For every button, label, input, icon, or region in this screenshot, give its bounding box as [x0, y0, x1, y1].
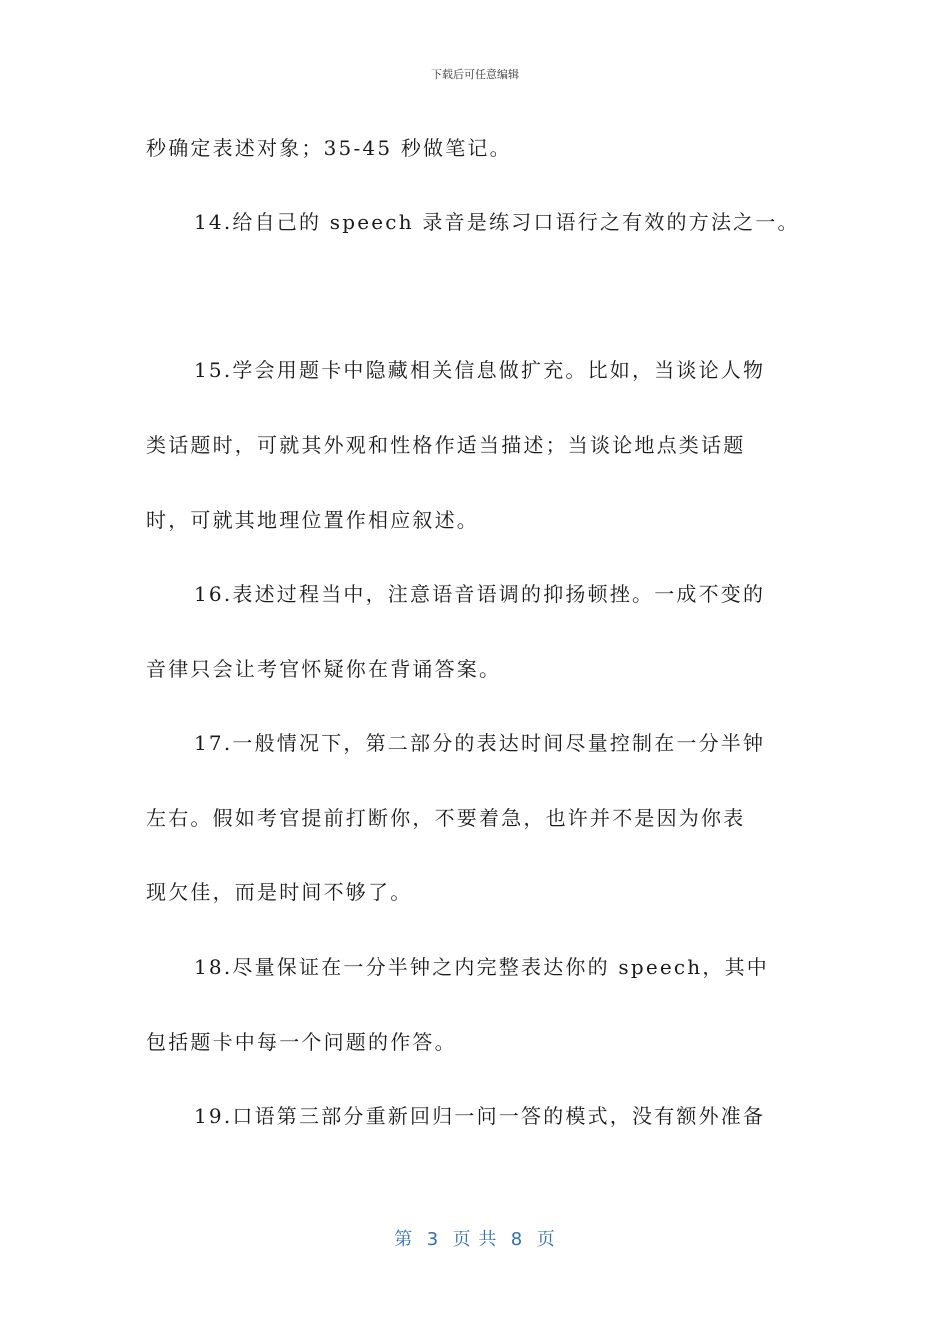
- page-number: 第 3 页 共 8 页: [394, 1229, 556, 1250]
- text-line: 包括题卡中每一个问题的作答。: [146, 1030, 457, 1054]
- text-line: 18.尽量保证在一分半钟之内完整表达你的 speech，其中: [194, 955, 769, 979]
- text-line: 现欠佳，而是时间不够了。: [146, 880, 413, 904]
- text-line: 秒确定表述对象；35-45 秒做笔记。: [146, 136, 512, 160]
- text-line: 左右。假如考官提前打断你，不要着急，也许并不是因为你表: [146, 806, 746, 830]
- text-line: 19.口语第三部分重新回归一问一答的模式，没有额外准备: [194, 1104, 766, 1128]
- text-line: 17.一般情况下，第二部分的表达时间尽量控制在一分半钟: [194, 731, 766, 755]
- text-line: 时，可就其地理位置作相应叙述。: [146, 508, 479, 532]
- text-line: 14.给自己的 speech 录音是练习口语行之有效的方法之一。: [194, 210, 800, 234]
- text-line: 音律只会让考官怀疑你在背诵答案。: [146, 657, 502, 681]
- header-note: 下载后可任意编辑: [431, 68, 519, 81]
- text-line: 16.表述过程当中，注意语音语调的抑扬顿挫。一成不变的: [194, 582, 766, 606]
- text-line: 类话题时，可就其外观和性格作适当描述；当谈论地点类话题: [146, 433, 746, 457]
- text-line: 15.学会用题卡中隐藏相关信息做扩充。比如，当谈论人物: [194, 358, 766, 382]
